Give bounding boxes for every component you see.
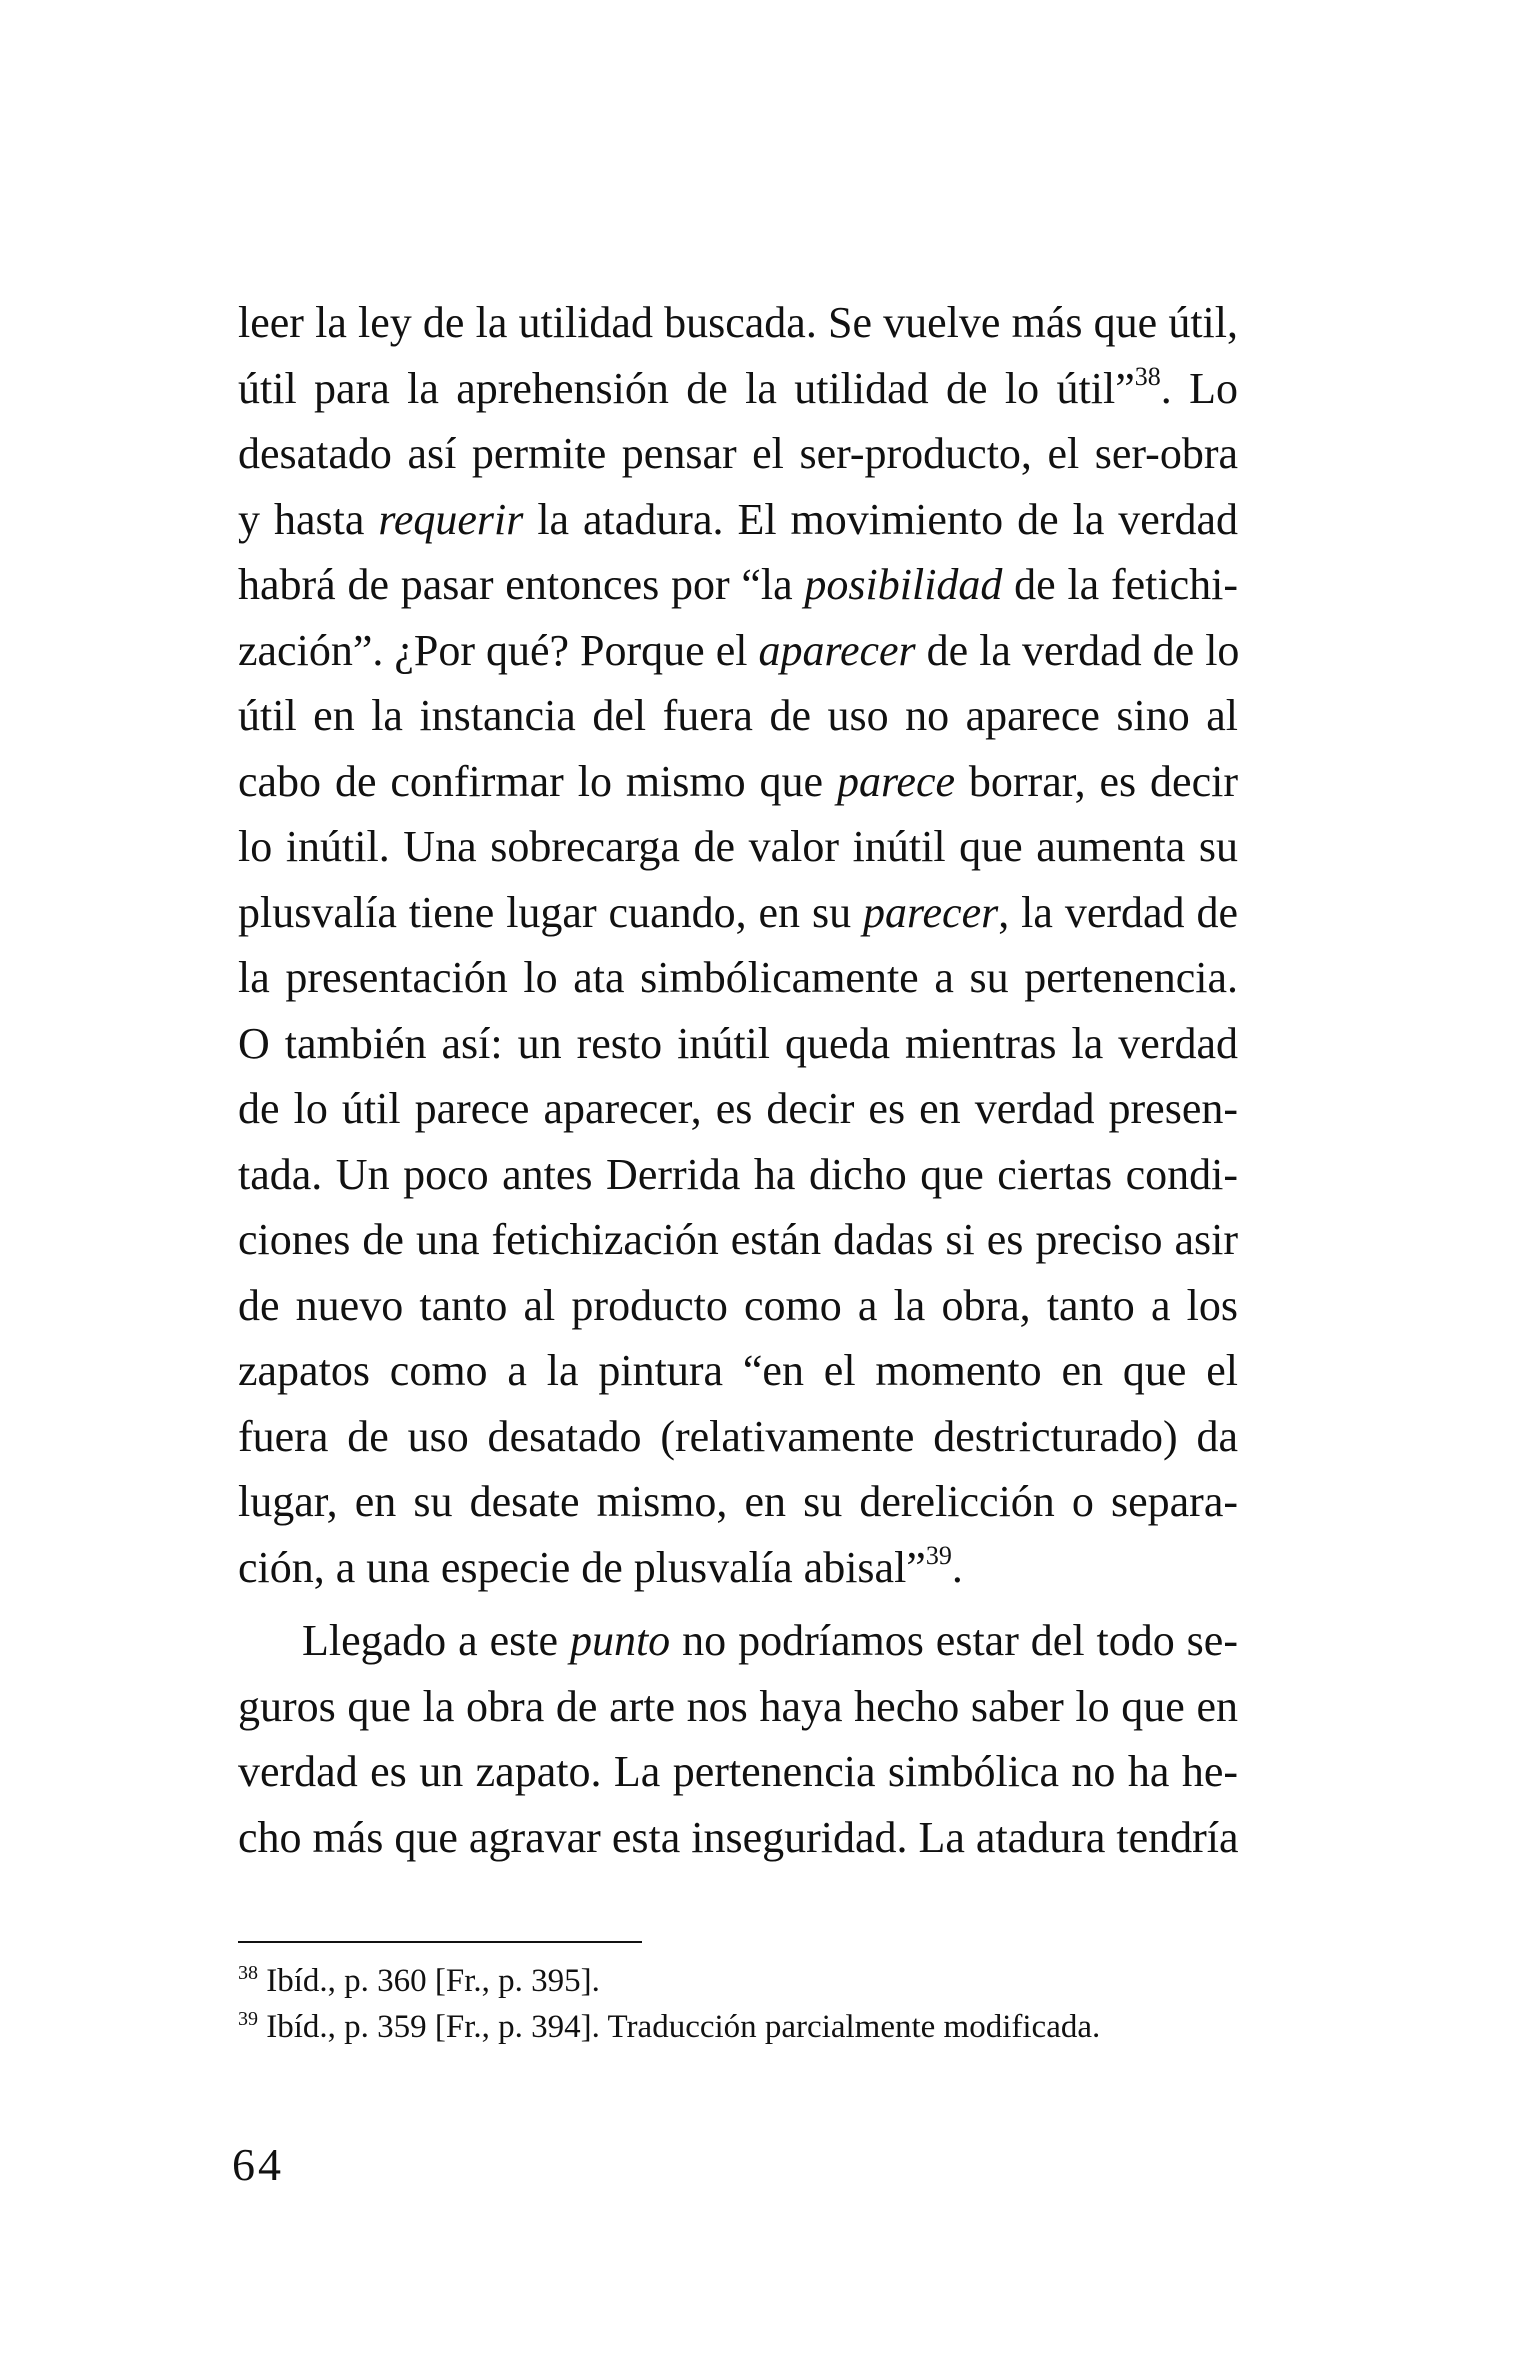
text-line: útil para la aprehensión de la utilidad de lo útil”$^{38}$. Lo — [238, 361, 1238, 413]
text-line: zación”. ¿Por qué? Porque el aparecer de la verdad de lo — [238, 625, 1240, 675]
text-line: la presentación lo ata simbólicamente a su pertenencia. — [238, 953, 1238, 1002]
text-line: ciones de una fetichización están dadas si es preciso asir — [238, 1215, 1238, 1264]
paragraph-1 — [238, 290, 1238, 1600]
text-line: verdad es un zapato. La pertenencia simbólica no ha he- — [238, 1747, 1238, 1796]
text-line: útil en la instancia del fuera de uso no aparece sino al — [238, 691, 1238, 740]
text-line: cabo de confirmar lo mismo que parece borrar, es decir — [238, 756, 1238, 806]
footnote-39: $^{39}$ Ibíd., p. 359 [Fr., p. 394]. Traducción parcialmente modificada. — [238, 2008, 1101, 2045]
main-text — [238, 290, 1238, 1870]
text-line: zapatos como a la pintura “en el momento en que el — [238, 1346, 1238, 1395]
text-line: tada. Un poco antes Derrida ha dicho que ciertas condi- — [238, 1149, 1238, 1199]
text-line: habrá de pasar entonces por “la posibilidad de la fetichi- — [238, 560, 1238, 609]
footnotes — [238, 1958, 1238, 2050]
text-line: cho más que agravar esta inseguridad. La atadura tendría — [238, 1812, 1239, 1862]
footnote-ref-39[interactable]: 39 — [925, 1540, 952, 1570]
text-line: guros que la obra de arte nos haya hecho saber lo que en — [238, 1681, 1238, 1731]
text-line: desatado así permite pensar el ser-producto, el ser-obra — [238, 429, 1238, 478]
text-line: ción, a una especie de plusvalía abisal”$^{39}$. — [238, 1540, 963, 1592]
text-line: lo inútil. Una sobrecarga de valor inútil que aumenta su — [238, 822, 1238, 871]
text-line: y hasta requerir la atadura. El movimiento de la verdad — [238, 494, 1239, 544]
text-line: fuera de uso desatado (relativamente destricturado) da — [238, 1411, 1238, 1461]
text-line: de nuevo tanto al producto como a la obra, tanto a los — [238, 1280, 1238, 1330]
footnote-divider — [238, 1941, 642, 1943]
footnote-38: $^{38}$ Ibíd., p. 360 [Fr., p. 395]. — [238, 1962, 600, 1999]
text-line: Llegado a este punto no podríamos estar del todo se- — [302, 1616, 1238, 1665]
footnote-ref-38[interactable]: 38 — [1134, 361, 1161, 391]
text-line: O también así: un resto inútil queda mientras la verdad — [238, 1018, 1238, 1068]
text-line: lugar, en su desate mismo, en su derelicción o separa- — [238, 1477, 1238, 1526]
text-line: leer la ley de la utilidad buscada. Se vuelve más que útil, — [238, 298, 1238, 347]
paragraph-2 — [238, 1608, 1238, 1870]
text-line: plusvalía tiene lugar cuando, en su parecer, la verdad de — [238, 887, 1238, 937]
text-line: de lo útil parece aparecer, es decir es en verdad presen- — [238, 1084, 1238, 1133]
page-number: 64 — [232, 2139, 284, 2190]
